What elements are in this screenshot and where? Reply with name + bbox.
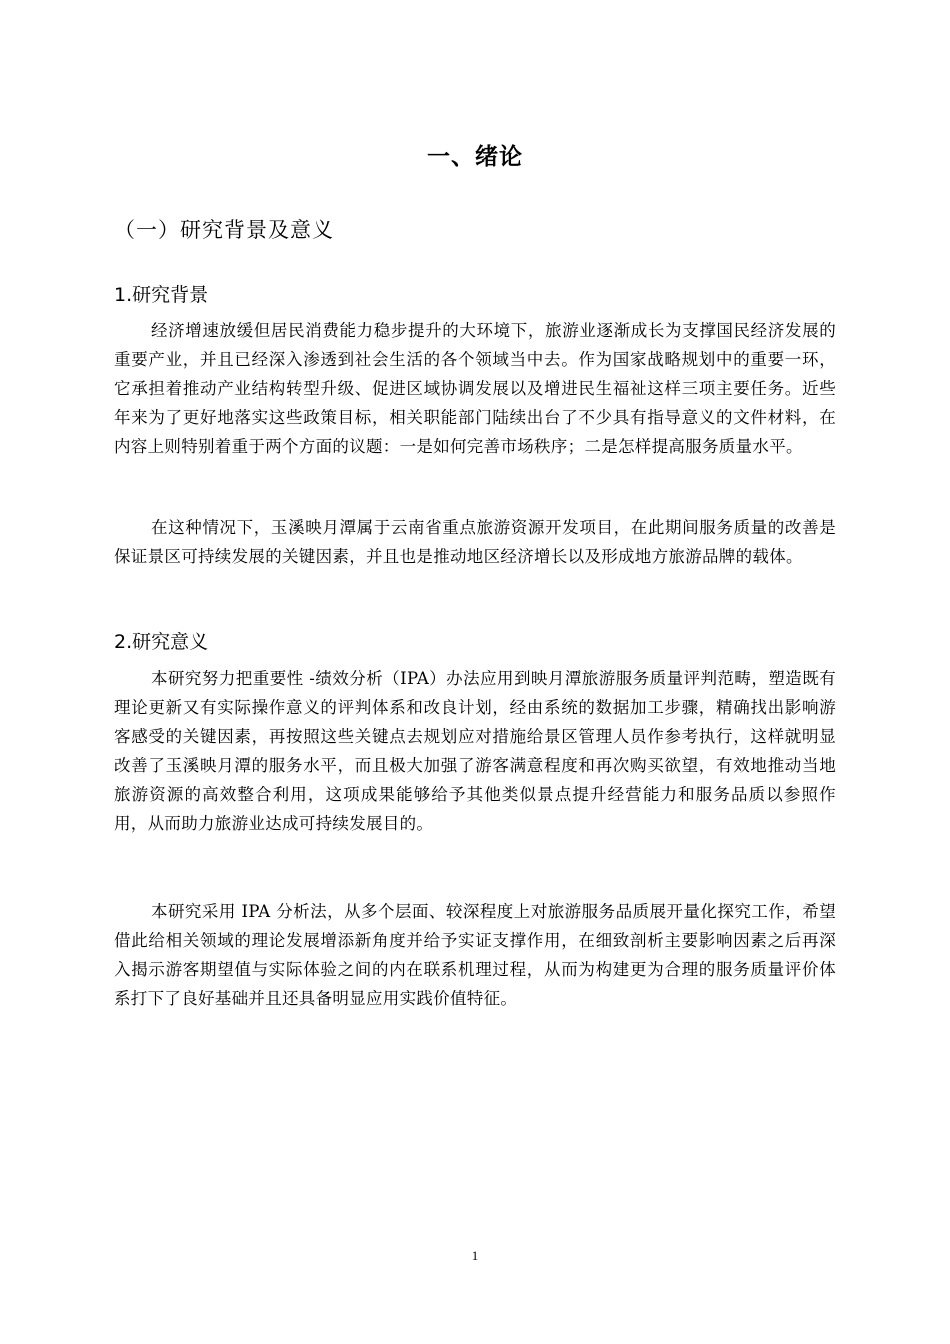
paragraph-significance-2: 本研究采用 IPA 分析法，从多个层面、较深程度上对旅游服务品质展开量化探究工作，希望借此给相关领域的理论发展增添新角度并给予实证支撑作用，在细致剖析主要影响因素之后再深入揭示游客期望值与实际体验之间的内在联系机理过程，从而为构建更为合理的服务质量评价体系打下了良好基础并且还具备明显应用实践价值特征。 <box>114 902 836 1008</box>
paragraph-background-2: 在这种情况下，玉溪映月潭属于云南省重点旅游资源开发项目，在此期间服务质量的改善是保证景区可持续发展的关键因素，并且也是推动地区经济增长以及形成地方旅游品牌的载体。 <box>114 518 836 566</box>
subsection-title-background: 1.研究背景 <box>114 284 209 306</box>
section-title: （一）研究背景及意义 <box>114 218 334 242</box>
subsection-title-significance: 2.研究意义 <box>114 631 209 653</box>
page-number: 1 <box>471 1248 479 1263</box>
paragraph-significance-1: 本研究努力把重要性 -绩效分析（IPA）办法应用到映月潭旅游服务质量评判范畴，塑造既有理论更新又有实际操作意义的评判体系和改良计划，经由系统的数据加工步骤，精确找出影响游客感受的关键因素，再按照这些关键点去规划应对措施给景区管理人员作参考执行，这样就明显改善了玉溪映月潭的服务水平，而且极大加强了游客满意程度和再次购买欲望，有效地推动当地旅游资源的高效整合利用，这项成果能够给予其他类似景点提升经营能力和服务品质以参照作用，从而助力旅游业达成可持续发展目的。 <box>114 669 836 833</box>
chapter-title: 一、绪论 <box>427 144 523 170</box>
paragraph-background-1: 经济增速放缓但居民消费能力稳步提升的大环境下，旅游业逐渐成长为支撑国民经济发展的重要产业，并且已经深入渗透到社会生活的各个领域当中去。作为国家战略规划中的重要一环，它承担着推动产业结构转型升级、促进区域协调发展以及增进民生福祉这样三项主要任务。近些年来为了更好地落实这些政策目标，相关职能部门陆续出台了不少具有指导意义的文件材料，在内容上则特别着重于两个方面的议题：一是如何完善市场秩序；二是怎样提高服务质量水平。 <box>114 321 836 456</box>
